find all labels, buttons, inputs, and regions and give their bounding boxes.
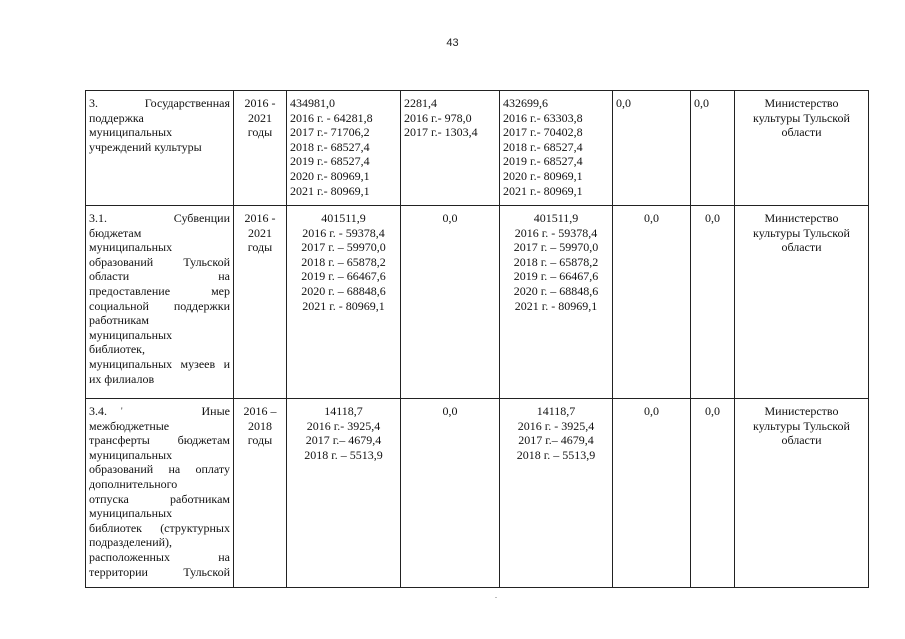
other-funding-cell: 0,0 [691,399,735,588]
other-funding-cell: 0,0 [691,206,735,399]
funding-value: 14118,7 [324,404,363,418]
funding-value: 2018 г. – 65878,2 [513,254,599,269]
period-cell [234,399,287,588]
funding-value: 2017 г. – 59970,0 [301,240,386,255]
period-line: 2021 [248,110,272,125]
funding-value: 434981,0 [290,96,335,110]
funding-value: 2021 г. - 80969,1 [302,298,385,313]
measure-name-line: библиотек, [89,342,145,357]
funding-value: 0,0 [442,211,458,225]
measure-name-line: 3.1. Субвенции [89,211,230,225]
funding-value: 2281,4 [404,96,437,110]
measure-name-line: библиотек (структурных [89,520,230,535]
measure-number: 3.4. ' [89,404,123,418]
federal-funding-cell [401,91,500,206]
period-line: годы [247,240,273,255]
executor-line: культуры Тульской [753,418,850,433]
executor-cell [735,206,869,399]
executor-line: Министерство [764,211,839,225]
measure-name-cell [86,399,234,588]
measure-name-line: отпуска работникам [89,491,230,506]
scan-mark: ' [121,406,123,416]
funding-value: 2018 г.- 68527,4 [503,139,583,154]
measure-name-line: муниципальных [89,125,173,140]
measure-name-line: муниципальных музеев и [89,356,230,371]
executor-cell [735,399,869,588]
measure-title-start: Иные [201,404,230,418]
local-funding-cell: 0,0 [613,206,691,399]
funding-value: 2016 г.- 3925,4 [306,418,381,433]
scan-speck [495,597,497,598]
local-funding-cell: 0,0 [613,399,691,588]
measure-name-cell [86,206,234,399]
period-cell [234,91,287,206]
total-funding-cell [287,206,401,399]
measure-name-line: дополнительного [89,476,178,491]
measure-name-line: 3. Государственная [89,96,230,110]
funding-value: 2017 г.- 70402,8 [503,125,583,140]
funding-value: 2020 г. – 68848,6 [301,283,386,298]
measure-name-line: трансферты бюджетам [89,433,230,448]
funding-value: 432699,6 [503,96,548,110]
measure-name-line: муниципальных [89,240,173,255]
measure-name-line: предоставление мер [89,283,230,298]
budget-table [85,90,869,588]
funding-value: 2017 г.– 4679,4 [305,433,382,448]
measure-name-line: межбюджетные [89,418,170,433]
measure-name-line: расположенных на [89,549,230,564]
executor-line: области [781,433,822,448]
period-cell [234,206,287,399]
total-funding-cell [287,91,401,206]
executor-line: области [781,125,822,140]
period-line: 2016 - [244,211,276,225]
funding-value: 2017 г.– 4679,4 [518,433,594,448]
measure-name-line: поддержка [89,110,144,125]
measure-name-line: учреждений культуры [89,139,202,154]
regional-funding-cell [500,91,613,206]
other-funding-cell: 0,0 [691,91,735,206]
funding-value: 2017 г. – 59970,0 [513,240,599,255]
table-row [86,206,869,399]
measure-name-cell [86,91,234,206]
measure-name-line: образований Тульской [89,254,230,269]
federal-funding-cell [401,399,500,588]
funding-value: 401511,9 [321,211,366,225]
funding-value: 2016 г.- 63303,8 [503,110,583,125]
funding-value: 2016 г. - 3925,4 [517,418,595,433]
funding-value: 2017 г.- 71706,2 [290,125,370,140]
funding-value: 2018 г. – 65878,2 [301,254,386,269]
period-line: 2016 – [243,404,277,418]
funding-value: 2017 г.- 1303,4 [404,125,478,140]
funding-value: 2020 г.- 80969,1 [503,168,583,183]
regional-funding-cell [500,206,613,399]
table-row [86,399,869,588]
funding-value: 2016 г. - 59378,4 [514,225,598,240]
executor-line: культуры Тульской [753,225,850,240]
period-line: 2021 [248,225,272,240]
funding-value: 2018 г. – 5513,9 [304,447,383,462]
funding-value: 2016 г.- 978,0 [404,110,472,125]
funding-value: 2019 г. – 66467,6 [301,269,386,284]
funding-value: 2018 г. – 5513,9 [516,447,596,462]
period-line: годы [247,125,273,140]
executor-line: Министерство [764,404,839,418]
funding-value: 0,0 [442,404,458,418]
funding-value: 2020 г.- 80969,1 [290,168,370,183]
page-number: 43 [446,37,459,49]
funding-value: 2019 г.- 68527,4 [503,154,583,169]
measure-name-line: муниципальных [89,447,173,462]
funding-value: 2016 г. - 64281,8 [290,110,373,125]
measure-name-line: бюджетам [89,225,142,240]
local-funding-cell: 0,0 [613,91,691,206]
measure-name-line: муниципальных [89,506,173,521]
funding-value: 2021 г. - 80969,1 [514,298,598,313]
measure-name-line: работникам [89,313,149,328]
period-line: годы [247,433,273,448]
funding-value: 2018 г.- 68527,4 [290,139,370,154]
funding-value: 2021 г.- 80969,1 [503,183,583,198]
measure-name-line: социальной поддержки [89,298,230,313]
period-line: 2016 - [244,96,276,110]
funding-value: 2020 г. – 68848,6 [513,283,599,298]
measure-name-line: территории Тульской [89,564,230,579]
funding-value: 14118,7 [536,404,576,418]
measure-name-line: образований на оплату [89,462,230,477]
executor-line: культуры Тульской [753,110,850,125]
measure-name-line: подразделений), [89,535,173,550]
measure-name-line: их филиалов [89,371,155,386]
funding-value: 2021 г.- 80969,1 [290,183,370,198]
funding-value: 2016 г. - 59378,4 [302,225,385,240]
funding-value: 401511,9 [533,211,579,225]
funding-value: 2019 г.- 68527,4 [290,154,370,169]
funding-value: 2019 г. – 66467,6 [513,269,599,284]
measure-name-line [89,404,230,419]
regional-funding-cell [500,399,613,588]
executor-line: области [781,240,822,255]
executor-cell [735,91,869,206]
table-row [86,91,869,206]
measure-name-line: муниципальных [89,327,173,342]
measure-name-line: области на [89,269,230,284]
executor-line: Министерство [764,96,839,110]
total-funding-cell [287,399,401,588]
federal-funding-cell [401,206,500,399]
period-line: 2018 [248,418,272,433]
